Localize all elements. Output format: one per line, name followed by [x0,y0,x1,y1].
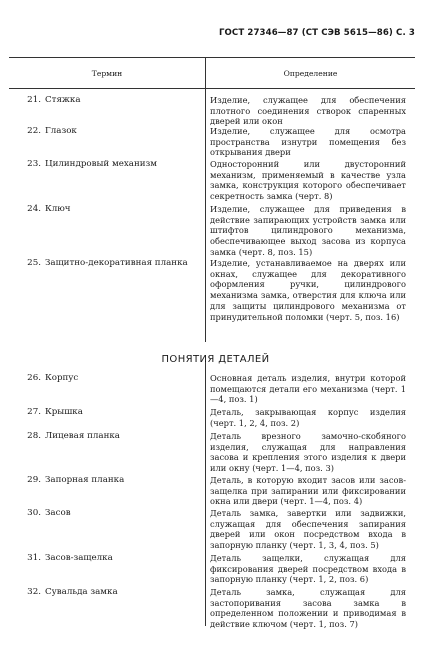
definition-cell: Деталь, закрывающая корпус изделия (черт. 1, 2, 4, поз. 2) [210,407,406,428]
definition-cell: Основная деталь изделия, внутри которой помещаются детали его механизма (черт. 1—4, поз. 1) [210,373,406,405]
term-cell: 23. Цилиндровый механизм [27,159,158,169]
definition-cell: Деталь врезного замочно-скобяного изделия, служащая для направления засова и крепления этого изделия к двери или окну (черт. 1—4, поз. 3) [210,431,406,474]
definition-cell: Изделие, устанавливаемое на дверях или окнах, служащее для декоративного оформления ручки, цилиндрового механизма замка, отверстия для ключа или для защиты цилиндрового механизма от принудительной поломки (черт. 5, поз. 16) [210,258,406,322]
term-cell: 28. Лицевая планка [27,431,120,441]
term-cell: 32. Сувальда замка [27,587,118,597]
section-title: ПОНЯТИЯ ДЕТАЛЕЙ [161,354,270,365]
definition-cell: Изделие, служащее для приведения в действие запирающих устройств замка или штифтов цилиндрового механизма, обеспечивающее выход засова из корпуса замка (черт. 8, поз. 15) [210,204,406,257]
column-header-term: Термин [91,68,123,78]
term-cell: 29. Запорная планка [27,475,125,485]
term-cell: 30. Засов [27,508,71,518]
column-divider [205,87,206,342]
page-header: ГОСТ 27346—87 (СТ СЭВ 5615—86) С. 3 [218,28,415,38]
definition-cell: Деталь защелки, служащая для фиксирования дверей посредством входа в запорную планку (черт. 1, 2, поз. 6) [210,553,406,585]
definition-cell: Изделие, служащее для осмотра пространства изнутри помещения без открывания двери [210,126,406,158]
term-cell: 24. Ключ [27,204,71,214]
column-header-definition: Определение [205,58,415,88]
term-cell: 31. Засов-защелка [27,553,113,563]
definition-cell: Деталь, в которую входит засов или засов-защелка при запирании или фиксировании окна или двери (черт. 1—4, поз. 4) [210,475,406,507]
term-cell: 26. Корпус [27,373,79,383]
definition-cell: Деталь замка, служащая для застопоривания засова замка в определенном положении и приводимая в действие ключом (черт. 1, поз. 7) [210,587,406,630]
term-cell: 27. Крышка [27,407,83,417]
table-header [9,57,415,89]
term-cell: 21. Стяжка [27,95,81,105]
term-cell: 25. Защитно-декоративная планка [27,258,188,268]
column-divider [205,360,206,626]
definition-cell: Изделие, служащее для обеспечения плотного соединения створок спаренных дверей или окон [210,95,406,127]
definition-cell: Деталь замка, завертки или задвижки, служащая для обеспечения запирания дверей или окон посредством входа в запорную планку (черт. 1, 3, 4, поз. 5) [210,508,406,551]
term-cell: 22. Глазок [27,126,77,136]
definition-cell: Односторонний или двусторонний механизм, применяемый в качестве узла замка, конструкция которого обеспечивает секретность замка (черт. 8) [210,159,406,202]
